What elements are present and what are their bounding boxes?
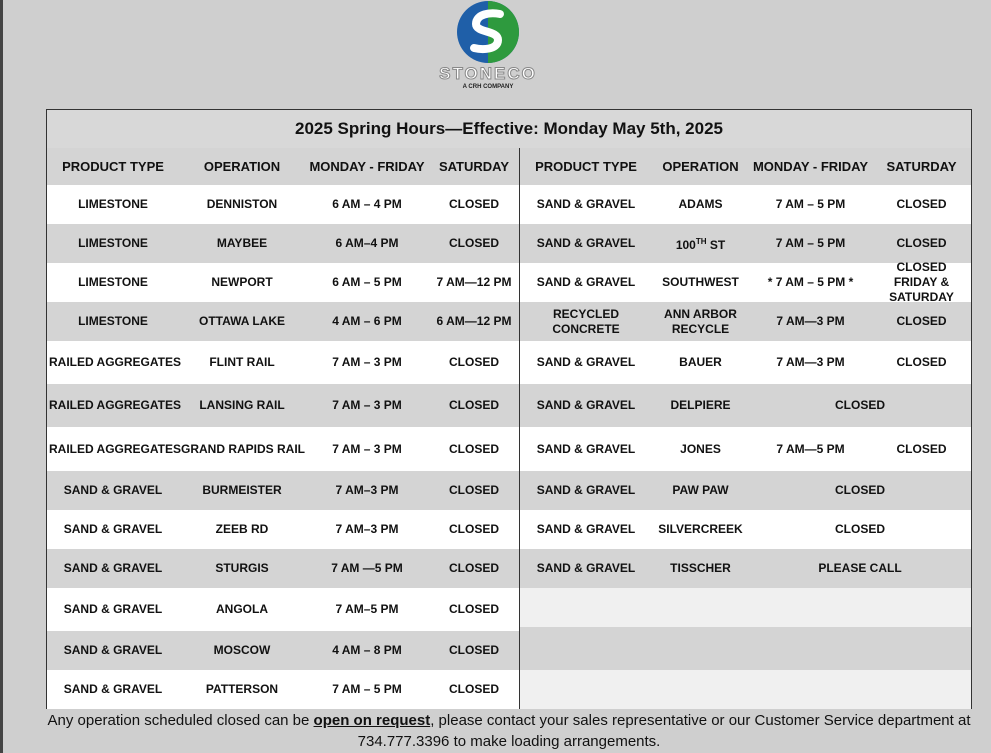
footer-before: Any operation scheduled closed can be — [47, 712, 314, 729]
weekday-hours-cell: 4 AM – 8 PM — [332, 643, 402, 657]
empty-row — [520, 627, 971, 670]
merged-hours-cell: CLOSED — [834, 483, 885, 497]
left-header-row — [47, 148, 519, 185]
operation-cell — [652, 522, 749, 537]
product-type-cell: SAND & GRAVEL — [63, 561, 163, 575]
product-type-cell: SAND & GRAVEL — [63, 643, 163, 657]
saturday-hours-cell: CLOSED — [448, 197, 499, 211]
header-operation: OPERATION — [203, 159, 281, 174]
operation-cell: ZEEB RD — [215, 522, 269, 536]
header-product-type: PRODUCT TYPE — [62, 159, 164, 174]
operation-cell: MAYBEE — [216, 236, 268, 250]
table-row — [47, 510, 519, 549]
operation-name: JONES — [680, 441, 721, 456]
weekday-hours-cell: 7 AM–3 PM — [335, 483, 399, 497]
table-row — [47, 631, 519, 670]
brand-tagline: A CRH COMPANY — [462, 84, 514, 90]
product-type-cell: SAND & GRAVEL — [536, 398, 636, 412]
operation-name: SOUTHWEST — [662, 275, 739, 289]
operation-name: BAUER — [679, 355, 722, 369]
saturday-hours-cell: CLOSED — [448, 398, 499, 412]
weekday-hours-cell: 7 AM – 3 PM — [332, 398, 402, 412]
operation-cell — [652, 483, 749, 498]
operation-cell: PATTERSON — [205, 682, 279, 696]
weekday-hours-cell: 7 AM–5 PM — [335, 602, 399, 616]
table-row — [47, 588, 519, 631]
saturday-hours-cell: CLOSED FRIDAY & SATURDAY — [889, 260, 954, 304]
table-row — [47, 670, 519, 709]
saturday-hours-cell: CLOSED — [896, 236, 947, 250]
saturday-hours-cell: 7 AM—12 PM — [436, 275, 512, 289]
operation-name: SILVERCREEK — [658, 522, 743, 536]
saturday-hours-cell: CLOSED — [448, 441, 499, 456]
empty-row — [520, 588, 971, 627]
operation-cell — [652, 275, 749, 290]
product-type-cell: SAND & GRAVEL — [536, 197, 636, 211]
operation-name: TISSCHER — [670, 561, 731, 575]
saturday-hours-cell: CLOSED — [896, 197, 947, 211]
product-type-cell: SAND & GRAVEL — [536, 441, 636, 456]
operation-name: PAW PAW — [672, 483, 729, 497]
stoneco-logo-mark — [456, 0, 520, 64]
operation-cell: STURGIS — [215, 561, 269, 575]
operation-cell — [652, 398, 749, 413]
product-type-cell: SAND & GRAVEL — [63, 522, 163, 536]
table-row — [520, 341, 971, 384]
header-product-type: PRODUCT TYPE — [535, 159, 637, 174]
saturday-hours-cell: CLOSED — [896, 441, 947, 456]
right-header-row — [520, 148, 971, 185]
saturday-hours-cell: CLOSED — [896, 314, 947, 328]
operation-suffix: ST — [706, 238, 726, 252]
table-row — [520, 510, 971, 549]
table-row — [47, 302, 519, 341]
footer-after: , please contact your sales representative or our Customer Service department at 734.777.3396 to make loading arrangements. — [357, 712, 971, 750]
operation-name: ANN ARBOR RECYCLE — [664, 306, 737, 336]
table-row — [520, 471, 971, 510]
weekday-hours-cell: 4 AM – 6 PM — [332, 314, 402, 328]
table-row — [47, 341, 519, 384]
operation-cell — [652, 197, 749, 212]
table-row — [520, 224, 971, 263]
right-half — [520, 148, 971, 709]
table-row — [520, 384, 971, 427]
merged-hours-cell: CLOSED — [834, 522, 885, 536]
product-type-cell: RECYCLED CONCRETE — [552, 306, 620, 336]
product-type-cell: RAILED AGGREGATES — [49, 398, 182, 412]
merged-hours-cell: CLOSED — [834, 398, 885, 412]
operation-cell — [652, 234, 749, 253]
footer-emphasis: open on request — [313, 712, 431, 729]
weekday-hours-cell: 7 AM – 5 PM — [332, 682, 402, 696]
saturday-hours-cell: CLOSED — [448, 682, 499, 696]
table-title: 2025 Spring Hours—Effective: Monday May 5th, 2025 — [47, 110, 971, 149]
product-type-cell: SAND & GRAVEL — [63, 483, 163, 497]
weekday-hours-cell: 7 AM – 3 PM — [332, 355, 402, 369]
operation-cell — [652, 307, 749, 337]
weekday-hours-cell: * 7 AM – 5 PM * — [767, 275, 854, 289]
merged-hours-cell: PLEASE CALL — [818, 561, 902, 575]
operation-name: 100 — [675, 238, 696, 252]
table-row — [47, 549, 519, 588]
left-half — [47, 148, 520, 709]
table-row — [520, 260, 971, 304]
operation-cell — [652, 442, 749, 457]
product-type-cell: RAILED AGGREGATES — [49, 441, 182, 456]
operation-cell: GRAND RAPIDS RAIL — [181, 441, 306, 456]
weekday-hours-cell: 7 AM—3 PM — [776, 314, 845, 328]
header-monday-friday: MONDAY - FRIDAY — [309, 159, 425, 174]
table-row — [47, 384, 519, 427]
product-type-cell: SAND & GRAVEL — [536, 483, 636, 497]
saturday-hours-cell: CLOSED — [448, 602, 499, 616]
weekday-hours-cell: 7 AM – 3 PM — [332, 441, 402, 456]
product-type-cell: LIMESTONE — [78, 275, 148, 289]
table-row — [520, 185, 971, 224]
weekday-hours-cell: 7 AM – 5 PM — [775, 197, 846, 211]
empty-row — [520, 670, 971, 709]
operation-superscript: TH — [695, 237, 707, 246]
saturday-hours-cell: CLOSED — [448, 355, 499, 369]
saturday-hours-cell: 6 AM—12 PM — [436, 314, 512, 328]
product-type-cell: SAND & GRAVEL — [536, 355, 636, 369]
footer-note — [46, 710, 972, 752]
saturday-hours-cell: CLOSED — [872, 341, 971, 384]
weekday-hours-cell: 7 AM—3 PM — [776, 355, 845, 369]
product-type-cell: SAND & GRAVEL — [536, 522, 636, 536]
product-type-cell: RAILED AGGREGATES — [49, 355, 182, 369]
weekday-hours-cell: 6 AM–4 PM — [335, 236, 399, 250]
weekday-hours-cell: 7 AM – 5 PM — [775, 236, 846, 250]
operation-cell: MOSCOW — [213, 643, 271, 657]
product-type-cell: SAND & GRAVEL — [536, 236, 636, 250]
table-row — [47, 263, 519, 302]
product-type-cell: LIMESTONE — [78, 236, 148, 250]
table-row — [520, 549, 971, 588]
table-row — [520, 427, 971, 471]
operation-cell — [652, 355, 749, 370]
operation-cell: FLINT RAIL — [209, 355, 275, 369]
product-type-cell: SAND & GRAVEL — [536, 275, 636, 289]
header-saturday: SATURDAY — [438, 159, 510, 174]
operation-cell: ANGOLA — [216, 602, 268, 616]
operation-cell: LANSING RAIL — [199, 398, 285, 412]
product-type-cell: SAND & GRAVEL — [63, 602, 163, 616]
hours-table — [46, 109, 972, 709]
operation-cell: NEWPORT — [211, 275, 273, 289]
header-saturday: SATURDAY — [886, 159, 957, 174]
product-type-cell: SAND & GRAVEL — [63, 682, 163, 696]
page-left-border — [0, 0, 3, 753]
weekday-hours-cell: 6 AM – 4 PM — [332, 197, 402, 211]
table-row — [520, 302, 971, 341]
saturday-hours-cell: CLOSED — [448, 483, 499, 497]
table-row — [47, 185, 519, 224]
table-row — [47, 471, 519, 510]
saturday-hours-cell: CLOSED — [448, 643, 499, 657]
saturday-hours-cell: CLOSED — [448, 522, 499, 536]
table-row — [47, 427, 519, 471]
operation-name: DELPIERE — [670, 398, 731, 412]
brand-name: STONECO — [439, 64, 537, 83]
operation-cell: DENNISTON — [206, 197, 278, 211]
saturday-hours-cell: CLOSED — [448, 236, 499, 250]
operation-cell: OTTAWA LAKE — [199, 314, 285, 328]
operation-cell: BURMEISTER — [202, 483, 282, 497]
operation-cell — [652, 561, 749, 576]
product-type-cell: LIMESTONE — [78, 314, 148, 328]
stoneco-logo — [420, 0, 556, 100]
saturday-hours-cell: CLOSED — [448, 561, 499, 575]
header-monday-friday: MONDAY - FRIDAY — [752, 159, 869, 174]
weekday-hours-cell: 7 AM—5 PM — [776, 441, 845, 456]
product-type-cell: SAND & GRAVEL — [536, 561, 636, 575]
operation-name: ADAMS — [678, 197, 723, 211]
weekday-hours-cell: 7 AM–3 PM — [335, 522, 399, 536]
table-row — [47, 224, 519, 263]
weekday-hours-cell: 7 AM —5 PM — [331, 561, 403, 575]
header-operation: OPERATION — [662, 159, 739, 174]
product-type-cell: LIMESTONE — [78, 197, 148, 211]
weekday-hours-cell: 6 AM – 5 PM — [332, 275, 402, 289]
